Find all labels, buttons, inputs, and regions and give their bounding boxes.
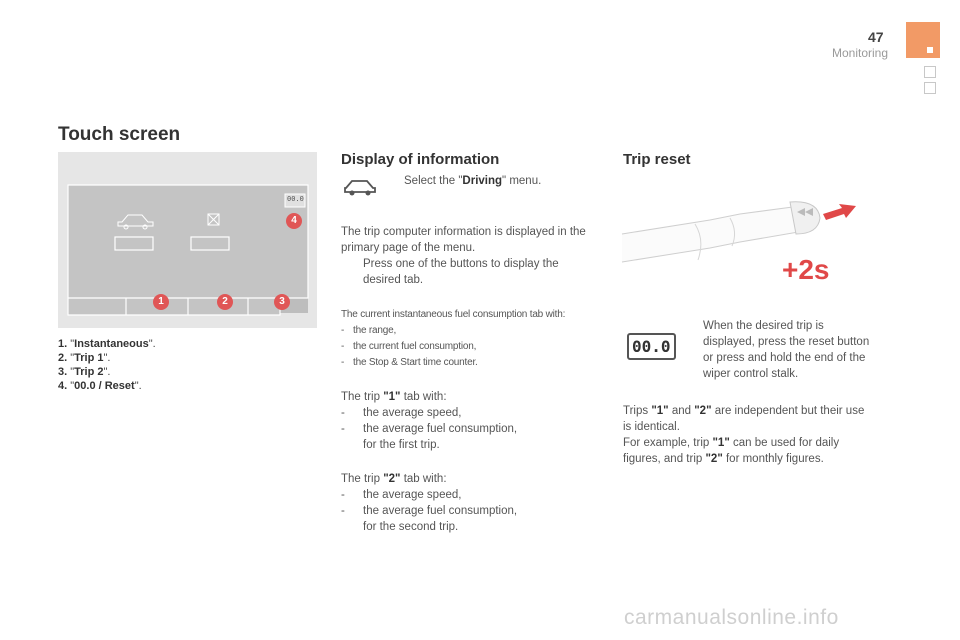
trip1-item: - the average fuel consumption, bbox=[341, 423, 518, 435]
trip2-item-cont: for the second trip. bbox=[363, 521, 459, 533]
trip-example-note-cont: figures, and trip "2" for monthly figures. bbox=[623, 453, 824, 465]
legend-item: 2. "Trip 1". bbox=[58, 352, 111, 364]
tab-marker-icon bbox=[927, 47, 933, 53]
trip2-intro: The trip "2" tab with: bbox=[341, 473, 447, 485]
marker-3: 3 bbox=[274, 294, 290, 310]
trip1-item-cont: for the first trip. bbox=[363, 439, 440, 451]
instant-tab-intro: The current instantaneous fuel consumption tab with: bbox=[341, 309, 566, 320]
driving-car-icon bbox=[343, 177, 377, 197]
instant-tab-item: - the Stop & Start time counter. bbox=[341, 357, 478, 368]
trip2-item: - the average fuel consumption, bbox=[341, 505, 518, 517]
page-number: 47 bbox=[868, 29, 884, 45]
legend-list bbox=[58, 337, 156, 393]
reset-instruction: When the desired trip is bbox=[703, 320, 824, 332]
display-heading: Display of information bbox=[341, 151, 500, 168]
section-tab-empty[interactable] bbox=[924, 82, 936, 94]
display-description: The trip computer information is displayed in the primary page of the menu. bbox=[341, 226, 586, 254]
select-driving-instruction: Select the "Driving" menu. bbox=[404, 175, 542, 187]
trip2-item: - the average speed, bbox=[341, 489, 462, 501]
press-arrow-icon bbox=[823, 204, 856, 220]
legend-item: 4. "00.0 / Reset". bbox=[58, 380, 142, 392]
legend-item: 1. "Instantaneous". bbox=[58, 338, 156, 350]
marker-2: 2 bbox=[217, 294, 233, 310]
marker-4: 4 bbox=[286, 213, 302, 229]
page-title: Touch screen bbox=[58, 124, 181, 145]
legend-item: 3. "Trip 2". bbox=[58, 366, 111, 378]
section-tab-empty[interactable] bbox=[924, 66, 936, 78]
marker-1: 1 bbox=[153, 294, 169, 310]
reset-instruction-line: displayed, press the reset button bbox=[703, 336, 870, 348]
trip1-item: - the average speed, bbox=[341, 407, 462, 419]
section-label: Monitoring bbox=[832, 46, 889, 60]
watermark: carmanualsonline.info bbox=[624, 606, 839, 629]
hold-duration-label: +2s bbox=[782, 254, 830, 285]
instant-tab-item: - the range, bbox=[341, 325, 397, 336]
trip1-intro: The trip "1" tab with: bbox=[341, 391, 447, 403]
press-instruction: Press one of the buttons to display the bbox=[363, 258, 559, 270]
press-instruction-cont: desired tab. bbox=[363, 274, 424, 286]
trip-example-note: For example, trip "1" can be used for daily bbox=[623, 437, 840, 449]
trip-independence-note-cont: is identical. bbox=[623, 421, 680, 433]
reset-screen-button[interactable]: 00.0 bbox=[287, 195, 304, 203]
instant-tab-item: - the current fuel consumption, bbox=[341, 341, 477, 352]
reset-instruction-line: or press and hold the end of the bbox=[703, 352, 866, 364]
reset-button-icon[interactable]: 00.0 bbox=[627, 333, 676, 360]
section-tab[interactable] bbox=[906, 22, 940, 58]
trip-independence-note: Trips "1" and "2" are independent but their use bbox=[623, 405, 865, 417]
reset-instruction-line: wiper control stalk. bbox=[703, 368, 799, 380]
trip-reset-heading: Trip reset bbox=[623, 151, 691, 168]
